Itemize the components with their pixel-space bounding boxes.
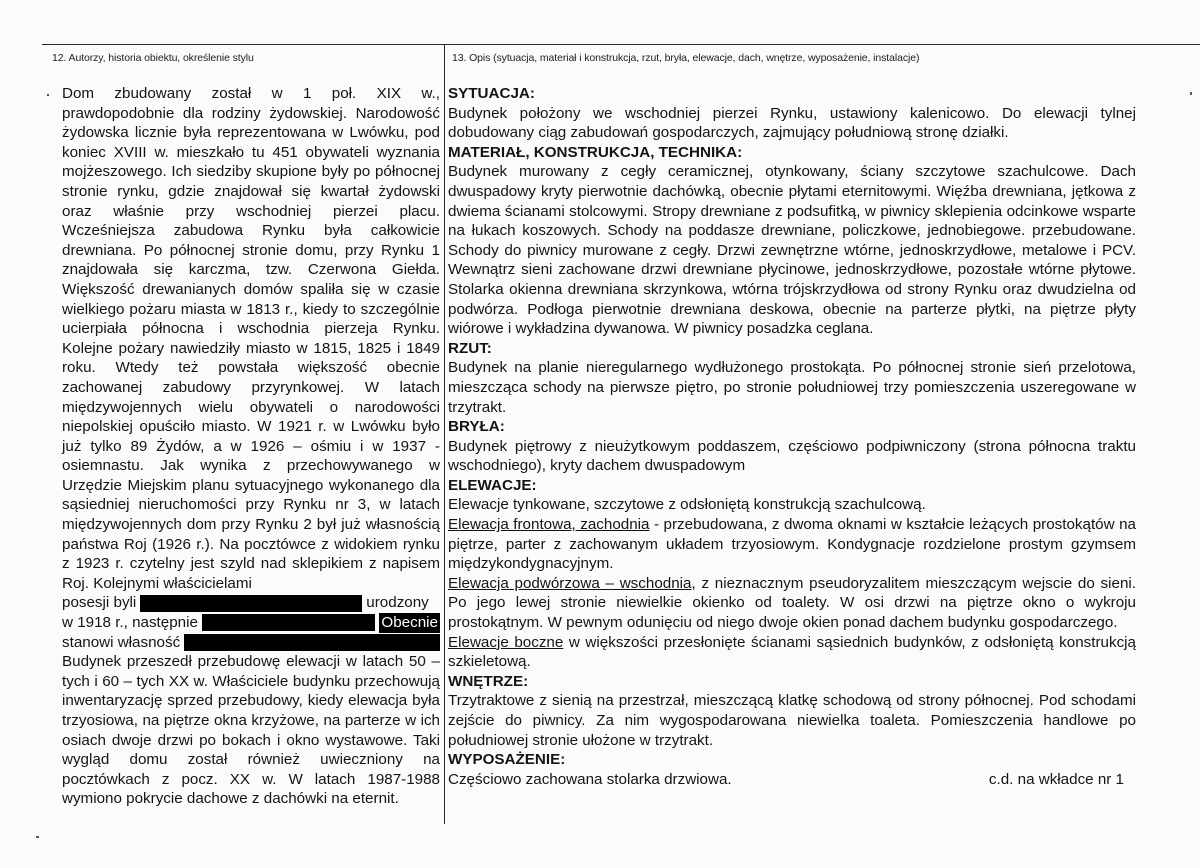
redacted-line-1-suffix: urodzony (366, 594, 429, 612)
desc-elewacja-frontowa: - przebudowana, z dwoma oknami w kształcie leżących prostokątów na piętrze, parter z zachowanym układem trzyosiowym. Kondygnacje rozdzielone prostym gzymsem międzykondygnacyjnym. (448, 516, 1136, 573)
heading-elewacje: ELEWACJE: (448, 476, 537, 494)
history-paragraph-1: Dom zbudowany został w 1 poł. XIX w., prawdopodobnie dla rodziny żydowskiej. Narodowość żydowska licznie była reprezentowana w Lwówku, pod koniec XVIII w. mieszkało tu 451 obywateli wyznania mojżeszowego. Ich siedziby skupione były po północnej stronie rynku, gdzie znajdował się kwartał żydowski oraz właśnie przy wschodniej pierzei placu. Wcześniejsza zabudowa Rynku była całkowicie drewniana. Po północnej stronie domu, przy Rynku 1 znajdowała się karczma, tzw. Czerwona Giełda. Większość drewanianych domów spaliła się w czasie wielkiego pożaru miasta w 1813 r., kiedy to szczególnie ucierpiała północna i wschodnia pierzeja Rynku. Kolejne pożary nawiedziły miasto w 1815, 1825 i 1849 roku. Wtedy też powstała większość obecnie zachowanej zabudowy przyrynkowej. W latach międzywojennych wielu obywateli o narodowości niepolskiej opuściło miasto. W 1921 r. w Lwówku było już tylko 89 Żydów, a w 1926 – ośmiu i w 1937 - osiemnastu. Jak wynika z przechowywanego w Urzędzie Miejskim planu sytuacyjnego wykonanego dla sąsiedniej nieruchomości przy Rynku nr 3, w latach międzywojennych dom przy Rynku 2 był już własnością państwa Roj (1926 r.). Na pocztówce z widokiem rynku z 1923 r. czytelny jest szyld nad sklepikiem z napisem Roj. Kolejnymi właścicielami (62, 85, 440, 592)
redacted-line-2-suffix: Obecnie (381, 614, 438, 632)
redacted-line-3 (62, 633, 440, 653)
text-rzut: Budynek na planie nieregularnego wydłużonego prostokąta. Po północnej stronie sień przelotowa, mieszcząca schody na pierwsze piętro, po stronie południowej trzy pomieszczenia uszeregowane w trzytrakt. (448, 359, 1136, 416)
right-column-header: 13. Opis (sytuacja, materiał i konstrukcja, rzut, bryła, elewacje, dach, wnętrze, wyposażenie, instalacje) (452, 52, 920, 64)
continued-note: c.d. na wkładce nr 1 (988, 770, 1124, 788)
text-wyposazenie: Częściowo zachowana stolarka drzwiowa. (448, 770, 732, 788)
redacted-line-2 (62, 613, 440, 633)
text-sytuacja: Budynek położony we wschodniej pierzei Rynku, ustawiony kalenicowo. Do elewacji tylnej dobudowany ciąg zabudowań gospodarczych, zajmujący południową stronę działki. (448, 104, 1136, 142)
history-column (62, 84, 440, 809)
redacted-line-1 (62, 593, 440, 613)
description-column (448, 84, 1136, 789)
top-rule (42, 44, 1200, 45)
text-bryla: Budynek piętrowy z nieużytkowym poddaszem, częściowo podpiwniczony (strona północna traktu wschodniego), kryty dachem dwuspadowym (448, 437, 1136, 475)
scan-speck (47, 94, 49, 96)
text-elewacje-boczne (448, 633, 1136, 672)
heading-bryla: BRYŁA: (448, 418, 505, 436)
left-column-header: 12. Autorzy, historia obiektu, określenie stylu (52, 52, 254, 64)
desc-elewacje-boczne: w większości przesłonięte ścianami sąsiednich budynków, z odsłoniętą konstrukcją szkieletową. (448, 633, 1136, 671)
history-paragraph-2: Budynek przeszedł przebudowę elewacji w latach 50 – tych i 60 – tych XX w. Właściciele budynku przechowują inwentaryzację sprzed przebudowy, kiedy elewacja była trzyosiowa, na piętrze okna krzyżowe, na parterze w ich osiach dwoje drzwi po bokach i okno wystawowe. Taki wygląd domu został również uwieczniony na pocztówkach z pocz. XX w. W latach 1987-1988 wymiono pokrycie dachowe z dachówki na eternit. (62, 653, 440, 808)
heading-wnetrze: WNĘTRZE: (448, 672, 529, 690)
redacted-line-3-prefix: stanowi własność (62, 633, 181, 651)
redaction-bar (184, 634, 440, 651)
label-elewacja-podworzowa: Elewacja podwórzowa – wschodnia (448, 574, 692, 592)
heading-sytuacja: SYTUACJA: (448, 85, 535, 102)
redacted-line-1-prefix: posesji byli (62, 594, 137, 612)
heading-material: MATERIAŁ, KONSTRUKCJA, TECHNIKA: (448, 143, 743, 161)
wyposazenie-line (448, 770, 1136, 790)
redaction-bar (202, 614, 375, 631)
text-material: Budynek murowany z cegły ceramicznej, otynkowany, ściany szczytowe szachulcowe. Dach dwuspadowy kryty pierwotnie dachówką, obecnie płytami eternitowymi. Więźba drewniana, jętkowa z dwiema ścianami stolcowymi. Stropy drewniane z podsufitką, w piwnicy sklepienia odcinkowe wsparte na łukach koszowych. Schody na poddasze drewniane, policzkowe, jednobiegowe. przebudowane. Schody do piwnicy murowane z cegły. Drzwi zewnętrzne wtórne, jednoskrzydłowe, metalowe i PCV. Wewnątrz sieni zachowane drzwi drewniane płycinowe, jednoskrzydłowe, pozostałe wtórne płytowe. Stolarka okienna drewniana skrzynkowa, wtórna trójskrzydłowa od strony Rynku oraz dwudzielna od podwórza. Podłoga pierwotnie drewniana deskowa, obecnie na parterze płytki, na piętrze płyty wiórowe i wykładzina dywanowa. W piwnicy posadzka ceglana. (448, 163, 1136, 338)
desc-elewacja-podworzowa: , z nieznacznym pseudoryzalitem mieszczącym wejscie do sieni. Po jego lewej stronie niewielkie okienko od toalety. W osi drzwi na piętrze okno o wykroju prostokątnym. W pewnym odunięciu od niego dwoje okien ponad dachem budynku gospodarczego. (448, 574, 1136, 632)
text-wnetrze: Trzytraktowe z sienią na przestrzał, mieszczącą klatkę schodową od strony północnej. Pod schodami zejście do piwnicy. Za nim wygospodarowana niewielka toaleta. Pomieszczenia handlowe po południowej stronie ułożone w trzytrakt. (448, 692, 1136, 749)
scan-speck (1190, 92, 1192, 95)
redaction-bar (140, 595, 362, 612)
text-elewacje: Elewacje tynkowane, szczytowe z odsłoniętą konstrukcją szachulcową. (448, 496, 926, 514)
label-elewacja-frontowa: Elewacja frontowa, zachodnia (448, 516, 650, 534)
label-elewacje-boczne: Elewacje boczne (448, 633, 564, 651)
redacted-line-2-prefix: w 1918 r., następnie (62, 614, 198, 632)
scan-speck (36, 836, 39, 838)
heading-wyposazenie: WYPOSAŻENIE: (448, 751, 566, 769)
text-elewacja-podworzowa (448, 574, 1136, 633)
text-elewacja-frontowa (448, 515, 1136, 574)
column-divider (444, 44, 445, 824)
heading-rzut: RZUT: (448, 339, 492, 357)
